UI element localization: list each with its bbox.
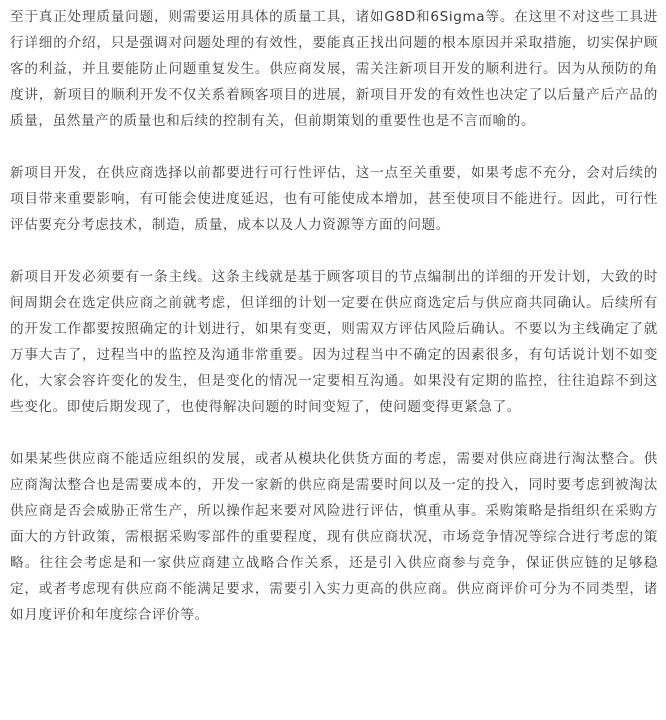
paragraph-feasibility: 新项目开发，在供应商选择以前都要进行可行性评估，这一点至关重要，如果考虑不充分，会对后续的项目带来重要影响，有可能会使进度延迟，也有可能使成本增加，甚至使项目不能进行。因此，可行性评估要充分考虑技术，制造，质量，成本以及人力资源等方面的问题。 [10,165,658,233]
paragraph-development-plan: 新项目开发必须要有一条主线。这条主线就是基于顾客项目的节点编制出的详细的开发计划，大致的时间周期会在选定供应商之前就考虑，但详细的计划一定要在供应商选定后与供应商共同确认。后续所有的开发工作都要按照确定的计划进行，如果有变更，则需双方评估风险后确认。不要以为主线确定了就万事大吉了，过程当中的监控及沟通非常重要。因为过程当中不确定的因素很多，有句话说计划不如变化，大家会容许变化的发生，但是变化的情况一定要相互沟通。如果没有定期的监控，往往追踪不到这些变化。即使后期发现了，也使得解决问题的时间变短了，使问题变得更紧急了。 [10,269,658,415]
paragraph-quality-tools: 至于真正处理质量问题，则需要运用具体的质量工具，诸如G8D和6Sigma等。在这里不对这些工具进行详细的介绍，只是强调对问题处理的有效性，要能真正找出问题的根本原因并采取措施，切实保护顾客的利益，并且要能防止问题重复发生。供应商发展，需关注新项目开发的顺利进行。因为从预防的角度讲，新项目的顺利开发不仅关系着顾客项目的进展，新项目开发的有效性也决定了以后量产后产品的质量，虽然量产的质量也和后续的控制有关，但前期策划的重要性也是不言而喻的。 [10,9,658,129]
paragraph-supplier-integration: 如果某些供应商不能适应组织的发展，或者从模块化供货方面的考虑，需要对供应商进行淘汰整合。供应商淘汰整合也是需要成本的，开发一家新的供应商是需要时间以及一定的投入，同时要考虑到被淘汰供应商是否会威胁正常生产，所以操作起来要对风险进行评估，慎重从事。采购策略是指组织在采购方面大的方针政策，需根据采购零部件的重要程度，现有供应商状况，市场竞争情况等综合进行考虑的策略。往往会考虑是和一家供应商建立战略合作关系，还是引入供应商参与竞争，保证供应链的足够稳定，或者考虑现有供应商不能满足要求，需要引入实力更高的供应商。供应商评价可分为不同类型，诸如月度评价和年度综合评价等。 [10,451,658,623]
article-body [10,4,658,628]
